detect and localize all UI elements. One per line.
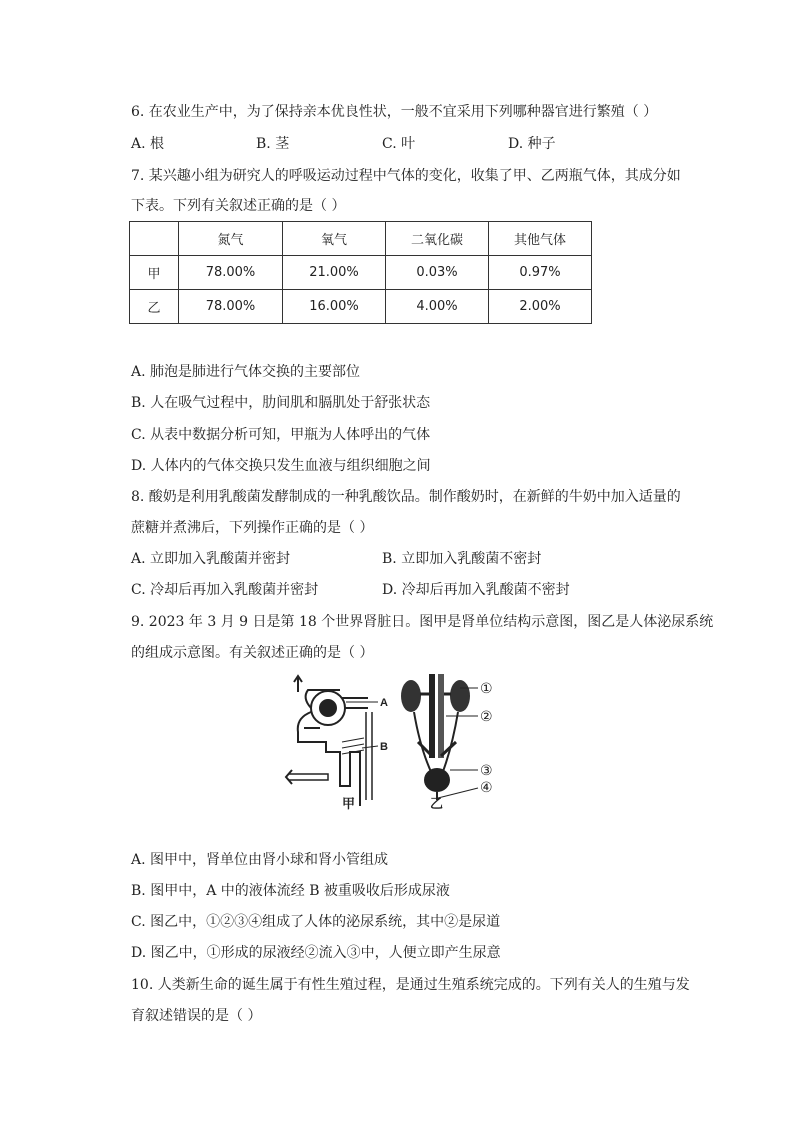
table-header-row (130, 222, 592, 256)
q8-option-b: B. 立即加入乳酸菌不密封 (382, 551, 542, 567)
label-2: ② (480, 709, 493, 725)
q7-option-d: D. 人体内的气体交换只发生血液与组织细胞之间 (131, 458, 431, 474)
table-cell: 21.00% (283, 256, 386, 290)
table-header-cell: 其他气体 (489, 222, 592, 256)
table-cell: 乙 (130, 290, 179, 324)
q7-option-c: C. 从表中数据分析可知，甲瓶为人体呼出的气体 (131, 427, 431, 443)
label-3: ③ (480, 763, 493, 779)
label-jia: 甲 (342, 797, 356, 812)
q9-option-a: A. 图甲中，肾单位由肾小球和肾小管组成 (131, 852, 389, 868)
q9-option-b: B. 图甲中，A 中的液体流经 B 被重吸收后形成尿液 (131, 883, 450, 899)
label-4: ④ (480, 780, 493, 796)
q8-option-a: A. 立即加入乳酸菌并密封 (131, 551, 291, 567)
table-row (130, 256, 592, 290)
q10-stem-line2: 育叙述错误的是（ ） (131, 1008, 262, 1024)
nephron-diagram (286, 676, 378, 806)
q6-option-b: B. 茎 (256, 136, 290, 152)
table-header-cell: 氧气 (283, 222, 386, 256)
q8-stem-line2: 蔗糖并煮沸后，下列操作正确的是（ ） (131, 520, 374, 536)
table-cell: 78.00% (179, 256, 283, 290)
q7-stem-line1: 7. 某兴趣小组为研究人的呼吸运动过程中气体的变化，收集了甲、乙两瓶气体，其成分如 (131, 168, 681, 184)
table-header-cell: 二氧化碳 (386, 222, 489, 256)
q6-option-a: A. 根 (131, 136, 165, 152)
q10-stem-line1: 10. 人类新生命的诞生属于有性生殖过程，是通过生殖系统完成的。下列有关人的生殖与发 (131, 977, 690, 993)
q8-option-c: C. 冷却后再加入乳酸菌并密封 (131, 582, 319, 598)
table-header-cell: 氮气 (179, 222, 283, 256)
q9-option-d: D. 图乙中，①形成的尿液经②流入③中，人便立即产生尿意 (131, 945, 501, 961)
table-cell: 0.97% (489, 256, 592, 290)
q8-stem-line1: 8. 酸奶是利用乳酸菌发酵制成的一种乳酸饮品。制作酸奶时，在新鲜的牛奶中加入适量的 (131, 489, 681, 505)
q7-option-a: A. 肺泡是肺进行气体交换的主要部位 (131, 364, 361, 380)
table-cell: 甲 (130, 256, 179, 290)
q9-stem-line2: 的组成示意图。有关叙述正确的是（ ） (131, 645, 374, 661)
q7-option-b: B. 人在吸气过程中，肋间肌和膈肌处于舒张状态 (131, 395, 431, 411)
kidney-figure (280, 668, 510, 814)
q9-stem-line1: 9. 2023 年 3 月 9 日是第 18 个世界肾脏日。图甲是肾单位结构示意图，图乙是人体泌尿系统 (131, 614, 714, 630)
q7-stem-line2: 下表。下列有关叙述正确的是（ ） (131, 198, 346, 214)
label-1: ① (480, 681, 493, 697)
label-yi: 乙 (430, 797, 444, 812)
table-header-cell (130, 222, 179, 256)
urinary-system-diagram (401, 674, 478, 800)
q6-option-c: C. 叶 (382, 136, 416, 152)
table-row (130, 290, 592, 324)
q6-stem: 6. 在农业生产中，为了保持亲本优良性状，一般不宜采用下列哪种器官进行繁殖（ ） (131, 104, 658, 120)
table-cell: 16.00% (283, 290, 386, 324)
table-cell: 4.00% (386, 290, 489, 324)
label-b: B (380, 741, 388, 753)
table-cell: 78.00% (179, 290, 283, 324)
q6-option-d: D. 种子 (508, 136, 556, 152)
table-cell: 2.00% (489, 290, 592, 324)
table-cell: 0.03% (386, 256, 489, 290)
q8-option-d: D. 冷却后再加入乳酸菌不密封 (382, 582, 570, 598)
gas-composition-table (129, 221, 592, 324)
q9-option-c: C. 图乙中，①②③④组成了人体的泌尿系统，其中②是尿道 (131, 914, 501, 930)
label-a: A (380, 697, 388, 709)
